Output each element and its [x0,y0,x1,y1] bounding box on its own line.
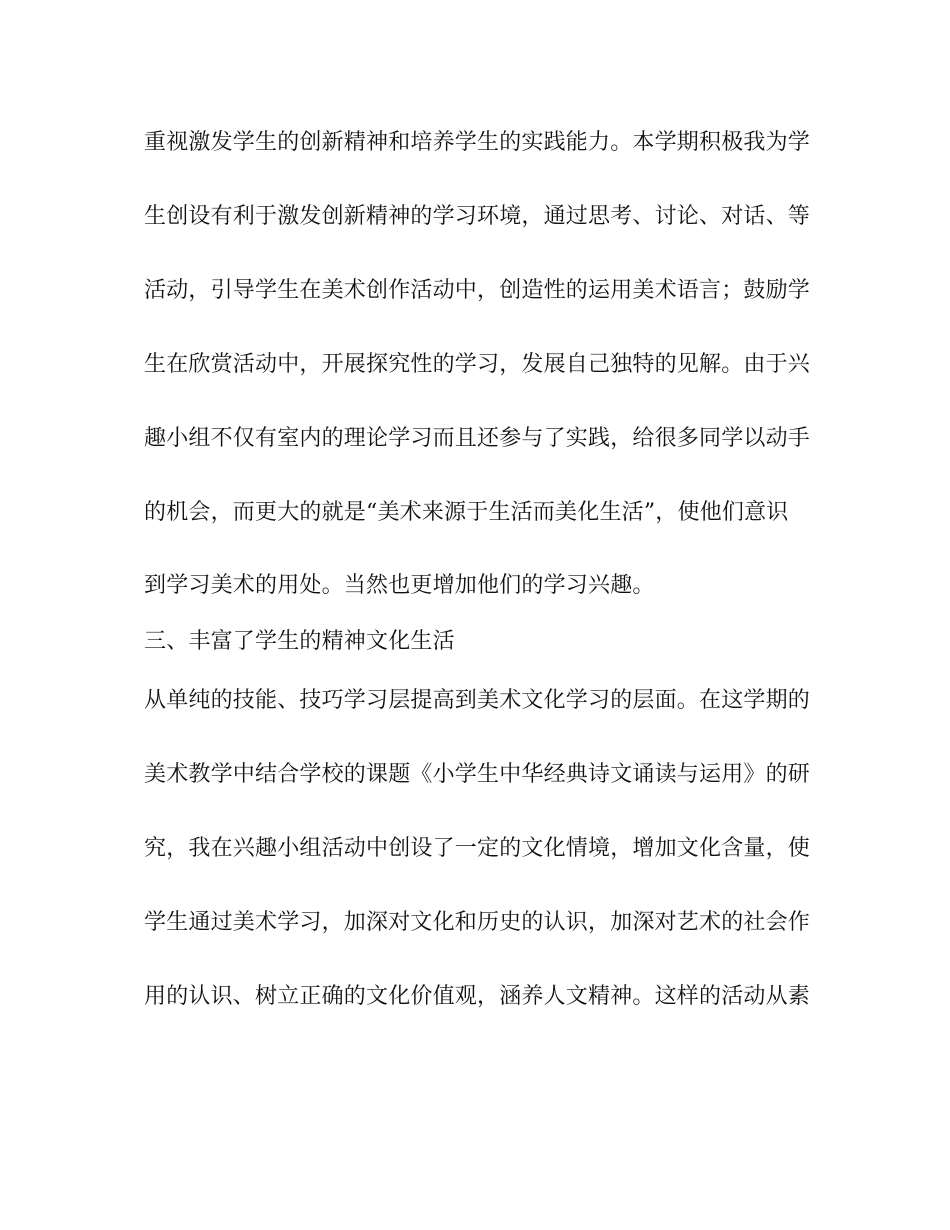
paragraph-line: 用的认识、树立正确的文化价值观，涵养人文精神。这样的活动从素 [144,984,811,1009]
paragraph-line: 生在欣赏活动中，开展探究性的学习，发展自己独特的见解。由于兴 [144,352,811,377]
paragraph-line: 究，我在兴趣小组活动中创设了一定的文化情境，增加文化含量，使 [144,836,811,861]
paragraph-line: 趣小组不仅有室内的理论学习而且还参与了实践，给很多同学以动手 [144,426,811,451]
section-heading: 三、丰富了学生的精神文化生活 [144,629,455,654]
paragraph-line: 重视激发学生的创新精神和培养学生的实践能力。本学期积极我为学 [144,130,811,155]
paragraph-line: 生创设有利于激发创新精神的学习环境，通过思考、讨论、对话、等 [144,204,811,229]
paragraph-line: 美术教学中结合学校的课题《小学生中华经典诗文诵读与运用》的研 [144,762,811,787]
paragraph-line: 活动，引导学生在美术创作活动中，创造性的运用美术语言；鼓励学 [144,278,811,303]
paragraph-line: 从单纯的技能、技巧学习层提高到美术文化学习的层面。在这学期的 [144,688,811,713]
paragraph-line: 的机会，而更大的就是“美术来源于生活而美化生活”，使他们意识 [144,500,789,525]
paragraph-line: 学生通过美术学习，加深对文化和历史的认识，加深对艺术的社会作 [144,910,811,935]
paragraph-line: 到学习美术的用处。当然也更增加他们的学习兴趣。 [144,573,655,598]
